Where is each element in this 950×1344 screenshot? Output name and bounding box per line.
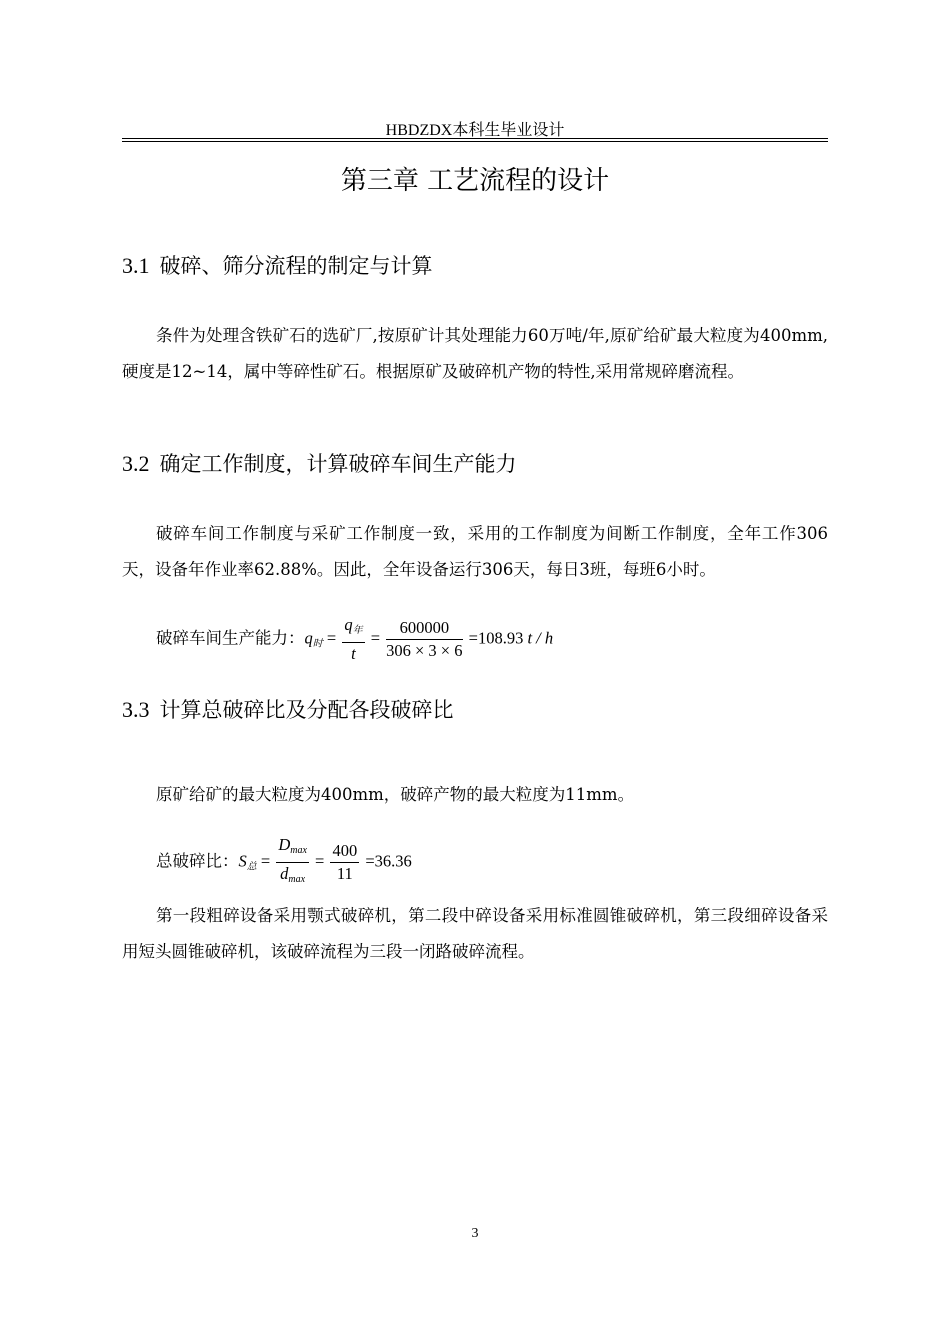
section-title: 确定工作制度，计算破碎车间生产能力 — [159, 452, 517, 476]
section-title: 破碎、筛分流程的制定与计算 — [159, 254, 433, 278]
formula-unit: t / h — [527, 628, 554, 648]
header-rule-thin — [122, 138, 828, 139]
section-heading-3-3 — [122, 694, 454, 724]
formula-label: 破碎车间生产能力： — [156, 628, 305, 648]
formula-lhs: q — [304, 628, 313, 648]
fraction-numerator: D — [278, 835, 291, 854]
fraction-1 — [276, 834, 309, 891]
fraction-numerator-sub: 年 — [352, 625, 363, 636]
equals-sign: = — [315, 851, 325, 871]
equals-sign: = — [365, 851, 375, 871]
fraction-denominator: 306 × 3 × 6 — [386, 641, 463, 660]
fraction-2 — [386, 617, 462, 662]
fraction-denominator: t — [351, 644, 356, 663]
section-heading-3-1 — [122, 250, 433, 280]
section-heading-3-2 — [122, 448, 517, 478]
fraction-numerator: q — [344, 615, 353, 634]
chapter-title: 第三章 工艺流程的设计 — [340, 166, 610, 196]
fraction-2 — [330, 840, 359, 885]
section-number: 3.1 — [122, 253, 150, 278]
formula-production-capacity — [156, 614, 553, 665]
paragraph-work-schedule: 破碎车间工作制度与采矿工作制度一致，采用的工作制度为间断工作制度，全年工作306天，设备年作业率62.88%。因此，全年设备运行306天，每日3班，每班6小时。 — [122, 524, 828, 579]
formula-total-ratio — [156, 834, 412, 891]
page-number: 3 — [471, 1226, 479, 1241]
formula-lhs: S — [238, 851, 247, 871]
equals-sign: = — [370, 628, 380, 648]
equals-sign: = — [326, 628, 337, 648]
formula-lhs-sub: 时 — [312, 638, 323, 650]
equals-sign: = — [260, 851, 271, 871]
section-number: 3.2 — [122, 451, 150, 476]
fraction-denominator-sub: max — [288, 874, 306, 885]
formula-result: 36.36 — [374, 851, 412, 871]
fraction-1 — [342, 614, 364, 665]
fraction-numerator: 600000 — [386, 617, 462, 640]
fraction-denominator: d — [280, 864, 289, 883]
header-rule-thick — [122, 141, 828, 142]
fraction-numerator-sub: max — [290, 845, 307, 856]
running-header: HBDZDX本科生毕业设计 — [385, 122, 565, 139]
equals-sign: = — [468, 628, 478, 648]
formula-label: 总破碎比： — [156, 851, 239, 871]
paragraph-max-size: 原矿给矿的最大粒度为400mm，破碎产物的最大粒度为11mm。 — [156, 785, 635, 804]
formula-lhs-sub: 总 — [246, 861, 257, 873]
formula-result: 108.93 — [477, 628, 524, 648]
section-number: 3.3 — [122, 697, 150, 722]
fraction-numerator: 400 — [330, 840, 359, 863]
fraction-denominator: 11 — [336, 864, 353, 883]
paragraph-conditions: 条件为处理含铁矿石的选矿厂,按原矿计其处理能力60万吨/年,原矿给矿最大粒度为400mm,硬度是12~14，属中等碎性矿石。根据原矿及破碎机产物的特性,采用常规碎磨流程。 — [122, 326, 828, 381]
paragraph-crushing-stages: 第一段粗碎设备采用颚式破碎机，第二段中碎设备采用标准圆锥破碎机，第三段细碎设备采用短头圆锥破碎机，该破碎流程为三段一闭路破碎流程。 — [122, 906, 828, 961]
section-title: 计算总破碎比及分配各段破碎比 — [159, 698, 454, 722]
